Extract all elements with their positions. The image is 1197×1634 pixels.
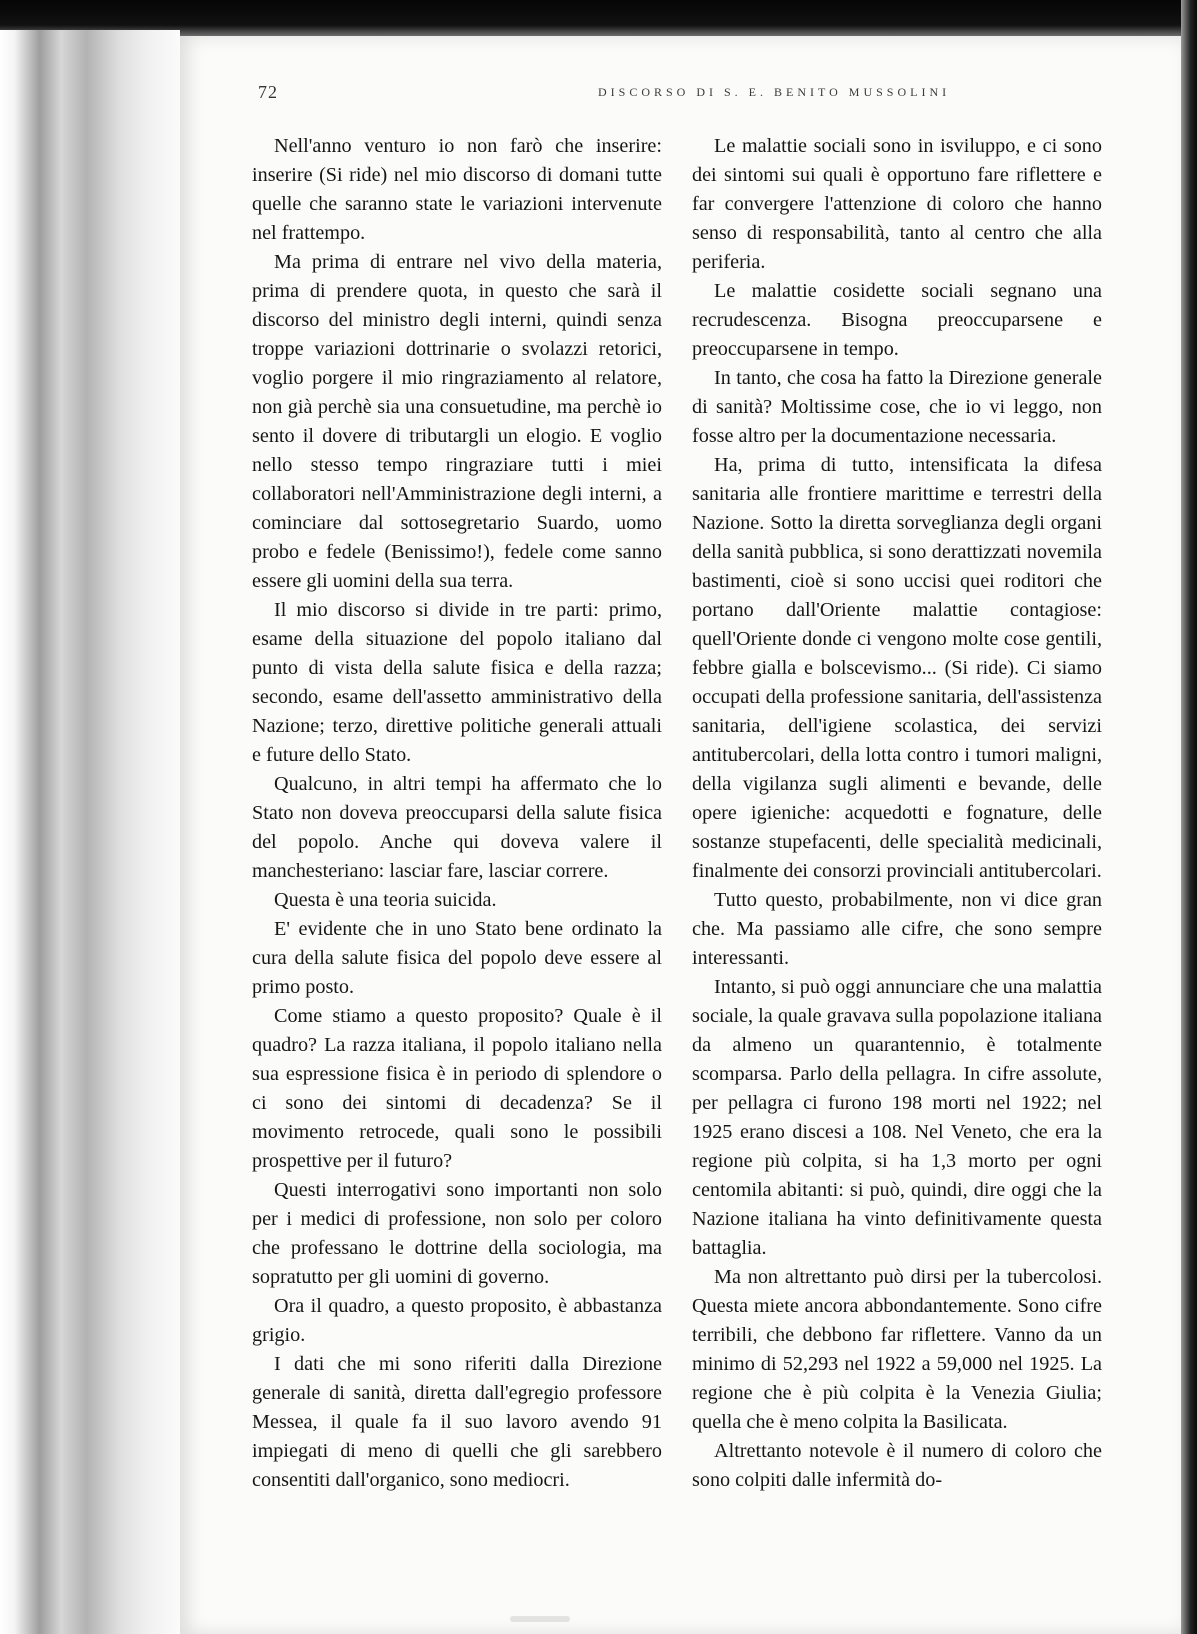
paragraph: In tanto, che cosa ha fatto la Direzione generale di sanità? Moltissime cose, che io vi leggo, non fosse altro per la documentazione necessaria. [692, 367, 1102, 447]
paragraph: Intanto, si può oggi annunciare che una malattia sociale, la quale gravava sulla popolazione italiana da almeno un quarantennio, è totalmente scomparsa. Parlo della pellagra. In cifre assolute, per pellagra ci furono 198 morti nel 1922; nel 1925 erano discesi a 108. Nel Veneto, che era la regione più colpita, si ha 1,3 morto per ogni centomila abitanti: si può, quindi, dire oggi che la Nazione italiana ha vinto definitivamente questa battaglia. [692, 976, 1102, 1259]
book-spine-gutter [0, 30, 180, 1634]
paragraph: Ha, prima di tutto, intensificata la difesa sanitaria alle frontiere marittime e terrestri della Nazione. Sotto la diretta sorveglianza degli organi della sanità pubblica, si sono derattizzati novemila bastimenti, cioè si sono uccisi quei roditori che portano dall'Oriente malattie contagiose: quell'Oriente donde ci vengono molte cose gentili, febbre gialla e bolscevismo... (Si ride). Ci siamo occupati della professione sanitaria, dell'assistenza sanitaria, dell'igiene scolastica, dei servizi antitubercolari, della lotta contro i tumori maligni, della vigilanza sugli alimenti e bevande, delle opere igieniche: acquedotti e fognature, delle sostanze stupefacenti, delle specialità medicinali, finalmente dei consorzi provinciali antitubercolari. [692, 454, 1102, 882]
paragraph: Ma non altrettanto può dirsi per la tubercolosi. Questa miete ancora abbondantemente. Sono cifre terribili, che debbono far riflettere. Vanno da un minimo di 52,293 nel 1922 a 59,000 nel 1925. La regione che è più colpita è la Venezia Giulia; quella che è meno colpita la Basilicata. [692, 1266, 1102, 1433]
paragraph: Il mio discorso si divide in tre parti: primo, esame della situazione del popolo italiano dal punto di vista della salute fisica e della razza; secondo, esame dell'assetto amministrativo della Nazione; terzo, direttive politiche generali attuali e future dello Stato. [252, 599, 662, 766]
smudge-mark [510, 1616, 570, 1622]
paragraph: Le malattie cosidette sociali segnano una recrudescenza. Bisogna preoccuparsene e preoccuparsene in tempo. [692, 280, 1102, 360]
paragraph: Tutto questo, probabilmente, non vi dice gran che. Ma passiamo alle cifre, che sono sempre interessanti. [692, 889, 1102, 969]
paragraph: Qualcuno, in altri tempi ha affermato che lo Stato non doveva preoccuparsi della salute fisica del popolo. Anche qui doveva valere il manchesteriano: lasciar fare, lasciar correre. [252, 773, 662, 882]
paragraph: Ora il quadro, a questo proposito, è abbastanza grigio. [252, 1295, 662, 1346]
paragraph: E' evidente che in uno Stato bene ordinato la cura della salute fisica del popolo deve essere al primo posto. [252, 918, 662, 998]
page-header [258, 82, 1118, 112]
paragraph: Come stiamo a questo proposito? Quale è il quadro? La razza italiana, il popolo italiano nella sua espressione fisica è in periodo di splendore o ci sono dei sintomi di decadenza? Se il movimento retrocede, quali sono le possibili prospettive per il futuro? [252, 1005, 662, 1172]
paragraph: Altrettanto notevole è il numero di coloro che sono colpiti dalle infermità do- [692, 1440, 1102, 1491]
paragraph: Nell'anno venturo io non farò che inserire: inserire (Si ride) nel mio discorso di domani tutte quelle che saranno state le variazioni intervenute nel frattempo. [252, 135, 662, 244]
page-number: 72 [258, 82, 278, 102]
running-title: DISCORSO DI S. E. BENITO MUSSOLINI [598, 85, 951, 99]
paragraph: I dati che mi sono riferiti dalla Direzione generale di sanità, diretta dall'egregio professore Messea, il quale fa il suo lavoro avendo 91 impiegati di meno di quelli che gli sarebbero consentiti dall'organico, sono mediocri. [252, 1353, 662, 1491]
paragraph: Questa è una teoria suicida. [274, 889, 497, 911]
right-column [692, 132, 1102, 1495]
paragraph: Le malattie sociali sono in isviluppo, e ci sono dei sintomi sui quali è opportuno fare riflettere e far convergere l'attenzione di coloro che hanno senso di responsabilità, tanto al centro che alla periferia. [692, 135, 1102, 273]
scan-right-edge [1181, 0, 1197, 1634]
paragraph: Ma prima di entrare nel vivo della materia, prima di prendere quota, in questo che sarà il discorso del ministro degli interni, quindi senza troppe variazioni dottrinarie o svolazzi retorici, voglio porgere il mio ringraziamento al relatore, non già perchè sia una consuetudine, ma perchè io sento il dovere di tributargli un elogio. E voglio nello stesso tempo ringraziare tutti i miei collaboratori nell'Amministrazione degli interni, a cominciare dal sottosegretario Suardo, uomo probo e fedele (Benissimo!), fedele come sanno essere gli uomini della sua terra. [252, 251, 662, 592]
left-column [252, 132, 662, 1495]
page-sheet [180, 36, 1181, 1634]
paragraph: Questi interrogativi sono importanti non solo per i medici di professione, non solo per coloro che professano le dottrine della sociologia, ma sopratutto per gli uomini di governo. [252, 1179, 662, 1288]
